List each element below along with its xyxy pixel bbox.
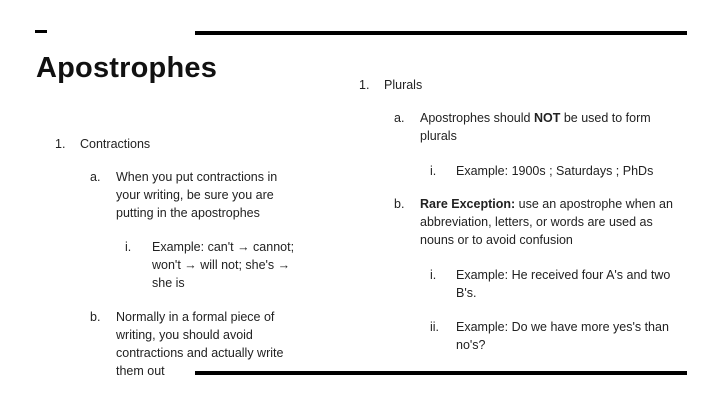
right-item-1-label: Plurals bbox=[384, 78, 423, 92]
right-item-a-i-marker: i. bbox=[430, 164, 437, 178]
left-item-1-label: Contractions bbox=[80, 137, 151, 151]
left-item-a-i-text: Example: can't → cannot; won't → will not; she's → she is bbox=[152, 240, 295, 290]
slide-title: Apostrophes bbox=[36, 52, 218, 84]
right-item-b-ii-marker: ii. bbox=[430, 320, 440, 334]
top-left-bar bbox=[35, 30, 47, 33]
top-divider-bar bbox=[195, 31, 687, 35]
right-item-b-ii-text: Example: Do we have more yes's than no's? bbox=[456, 320, 669, 352]
left-item-b-text: Normally in a formal piece of writing, you should avoid contractions and actually write them out bbox=[116, 310, 284, 378]
right-item-a-marker: a. bbox=[394, 111, 405, 125]
right-item-b-text bbox=[420, 195, 680, 249]
right-item-1-number: 1. bbox=[359, 78, 370, 92]
right-item-a-text-bold: NOT bbox=[533, 111, 561, 125]
right-item-a-text-after: be used to form plurals bbox=[420, 111, 651, 143]
left-item-1-number: 1. bbox=[55, 137, 66, 151]
left-item-a-i-marker: i. bbox=[125, 240, 132, 254]
right-item-b-i-text: Example: He received four A's and two B's. bbox=[456, 268, 671, 300]
right-item-a-i-text: Example: 1900s ; Saturdays ; PhDs bbox=[456, 164, 654, 178]
left-item-a-marker: a. bbox=[90, 170, 101, 184]
right-item-b-i-marker: i. bbox=[430, 268, 437, 282]
right-item-a-text-before: Apostrophes should bbox=[420, 111, 534, 125]
left-item-a-text: When you put contractions in your writing, be sure you are putting in the apostrophes bbox=[116, 170, 278, 220]
right-item-b-body: use an apostrophe when an abbreviation, letters, or words are used as nouns or to avoid confusion bbox=[420, 197, 673, 247]
right-item-b-bold: Rare Exception: bbox=[420, 197, 516, 211]
right-item-a-text bbox=[420, 109, 680, 145]
left-item-b-marker: b. bbox=[90, 310, 101, 324]
right-item-b-marker: b. bbox=[394, 197, 405, 211]
